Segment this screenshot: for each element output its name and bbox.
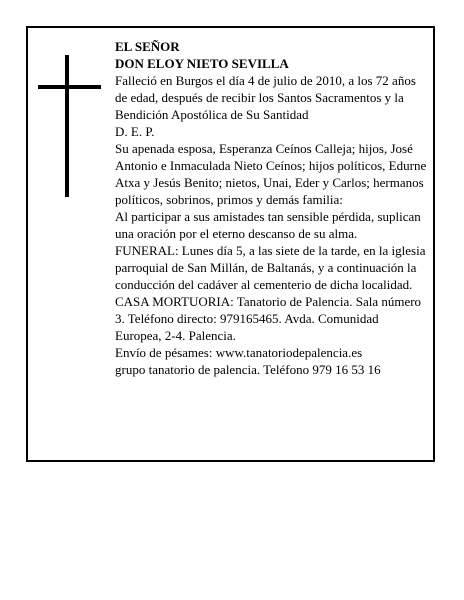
funeral-paragraph: FUNERAL: Lunes día 5, a las siete de la tarde, en la iglesia parroquial de San Millán, de Baltanás, y a continuación la conducción del cadáver al cementerio de dicha localidad.	[115, 243, 426, 292]
rip-line: D. E. P.	[115, 124, 155, 139]
contact-line: grupo tanatorio de palencia. Teléfono 979 16 53 16	[115, 362, 381, 377]
prayer-request-paragraph: Al participar a sus amistades tan sensible pérdida, suplican una oración por el eterno descanso de su alma.	[115, 209, 421, 241]
cross-horizontal-bar	[38, 85, 101, 89]
cross-vertical-bar	[65, 55, 69, 197]
family-paragraph: Su apenada esposa, Esperanza Ceínos Calleja; hijos, José Antonio e Inmaculada Nieto Ceínos; hijos políticos, Edurne Atxa y Jesús Benito; nietos, Unai, Eder y Carlos; hermanos políticos, sobrinos, primos y demás familia:	[115, 141, 427, 207]
obituary-text	[115, 38, 427, 378]
notice-title: EL SEÑOR	[115, 39, 180, 54]
condolences-line: Envío de pésames: www.tanatoriodepalencia.es	[115, 345, 363, 360]
cross-icon	[38, 55, 102, 197]
death-details-paragraph: Falleció en Burgos el día 4 de julio de 2010, a los 72 años de edad, después de recibir los Santos Sacramentos y la Bendición Apostólica de Su Santidad	[115, 73, 416, 122]
funeral-home-paragraph: CASA MORTUORIA: Tanatorio de Palencia. Sala número 3. Teléfono directo: 979165465. Avda. Comunidad Europea, 2-4. Palencia.	[115, 294, 422, 343]
deceased-name: DON ELOY NIETO SEVILLA	[115, 56, 289, 71]
